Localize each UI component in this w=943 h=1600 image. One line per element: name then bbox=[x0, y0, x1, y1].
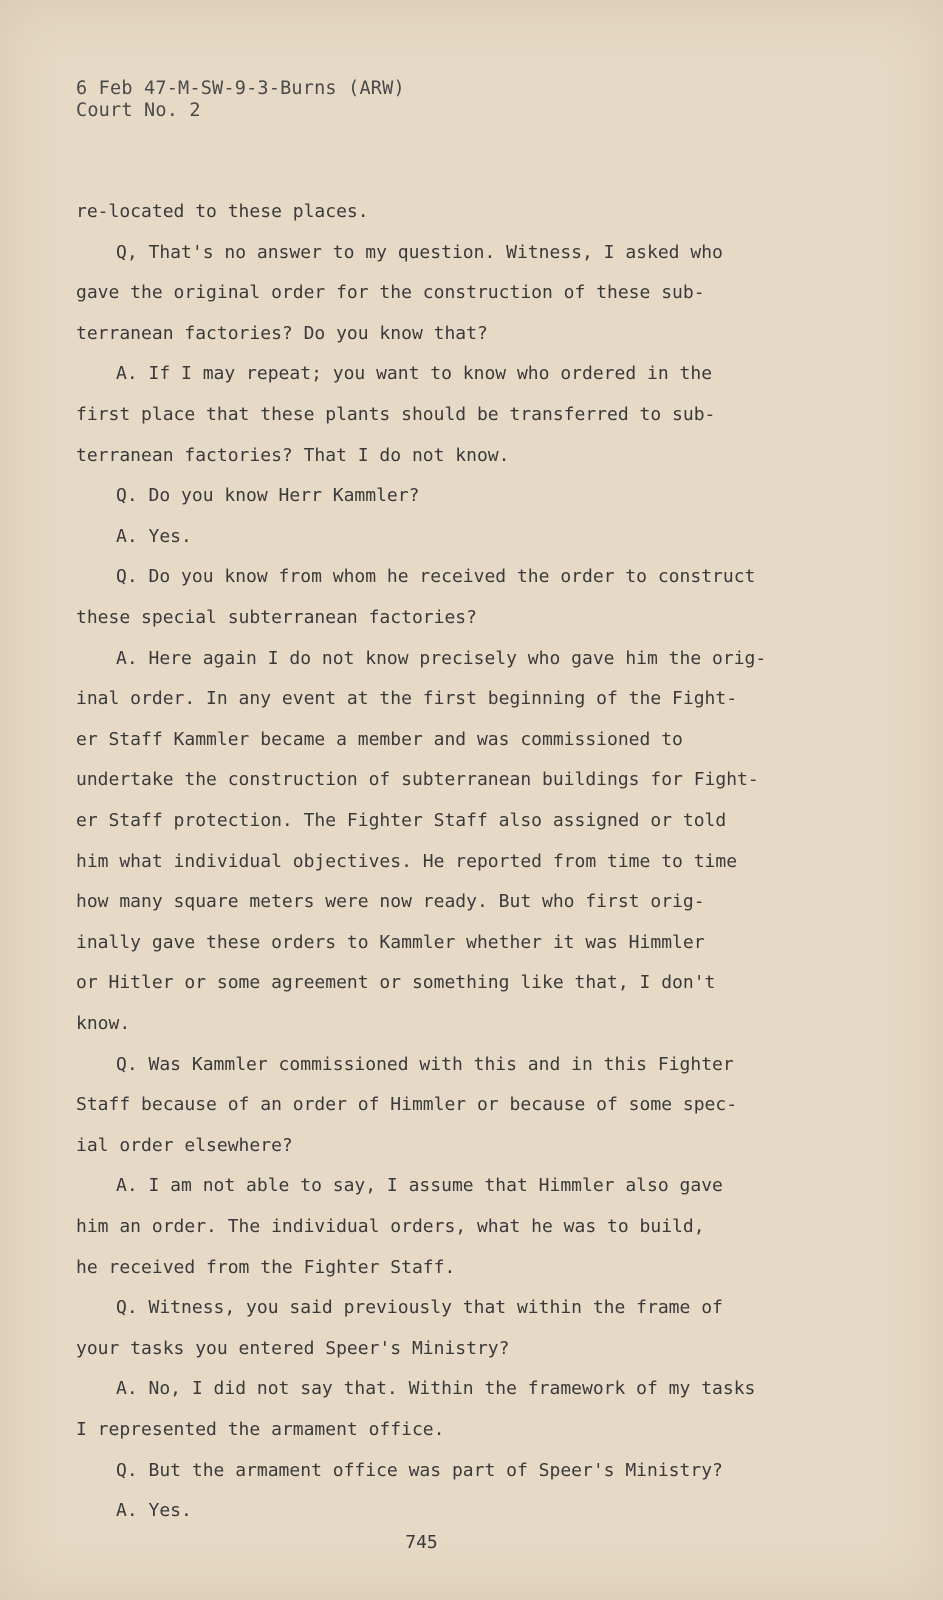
transcript-line: these special subterranean factories? bbox=[76, 607, 477, 628]
transcript-line: Q. Do you know from whom he received the order to construct bbox=[116, 566, 756, 588]
header-reference: 6 Feb 47-M-SW-9-3-Burns (ARW) bbox=[76, 78, 405, 99]
transcript-line: re-located to these places. bbox=[76, 201, 369, 222]
transcript-line: know. bbox=[76, 1013, 131, 1034]
transcript-line: er Staff Kammler became a member and was commissioned to bbox=[76, 728, 683, 750]
transcript-line: Staff because of an order of Himmler or because of some spec- bbox=[76, 1094, 738, 1116]
transcript-line: gave the original order for the construction of these sub- bbox=[76, 282, 705, 304]
transcript-line: inally gave these orders to Kammler whether it was Himmler bbox=[76, 931, 705, 953]
transcript-line: Q, That's no answer to my question. Witness, I asked who bbox=[116, 241, 723, 263]
transcript-line: your tasks you entered Speer's Ministry? bbox=[76, 1337, 510, 1359]
transcript-line: er Staff protection. The Fighter Staff also assigned or told bbox=[76, 810, 727, 831]
transcript-line: inal order. In any event at the first beginning of the Fight- bbox=[76, 688, 738, 710]
transcript-line: terranean factories? That I do not know. bbox=[76, 444, 510, 466]
transcript-line: A. Yes. bbox=[116, 1500, 192, 1522]
transcript-line: A. No, I did not say that. Within the framework of my tasks bbox=[116, 1378, 756, 1400]
header-court: Court No. 2 bbox=[76, 100, 201, 121]
transcript-line: Q. Was Kammler commissioned with this and in this Fighter bbox=[116, 1053, 734, 1075]
transcript-line: him an order. The individual orders, what he was to build, bbox=[76, 1216, 705, 1237]
transcript-line: Q. But the armament office was part of Speer's Ministry? bbox=[116, 1459, 723, 1481]
transcript-line: A. If I may repeat; you want to know who ordered in the bbox=[116, 363, 713, 385]
transcript-line: A. Here again I do not know precisely who gave him the orig- bbox=[116, 647, 767, 669]
transcript-line: ial order elsewhere? bbox=[76, 1134, 293, 1156]
transcript-line: how many square meters were now ready. But who first orig- bbox=[76, 891, 705, 913]
transcript-line: A. I am not able to say, I assume that Himmler also gave bbox=[116, 1175, 723, 1197]
transcript-line: terranean factories? Do you know that? bbox=[76, 322, 488, 344]
document-header bbox=[76, 78, 405, 122]
transcript-line: Q. Do you know Herr Kammler? bbox=[116, 485, 420, 507]
transcript-line: him what individual objectives. He reported from time to time bbox=[76, 850, 738, 872]
transcript-line: he received from the Fighter Staff. bbox=[76, 1256, 456, 1278]
transcript-line: I represented the armament office. bbox=[76, 1419, 445, 1440]
transcript-line: first place that these plants should be transferred to sub- bbox=[76, 404, 716, 425]
transcript-line: A. Yes. bbox=[116, 525, 192, 547]
page-number: 745 bbox=[405, 1532, 438, 1553]
transcript-line: or Hitler or some agreement or something like that, I don't bbox=[76, 972, 716, 994]
transcript-line: undertake the construction of subterranean buildings for Fight- bbox=[76, 769, 759, 791]
transcript-line: Q. Witness, you said previously that within the frame of bbox=[116, 1297, 723, 1319]
